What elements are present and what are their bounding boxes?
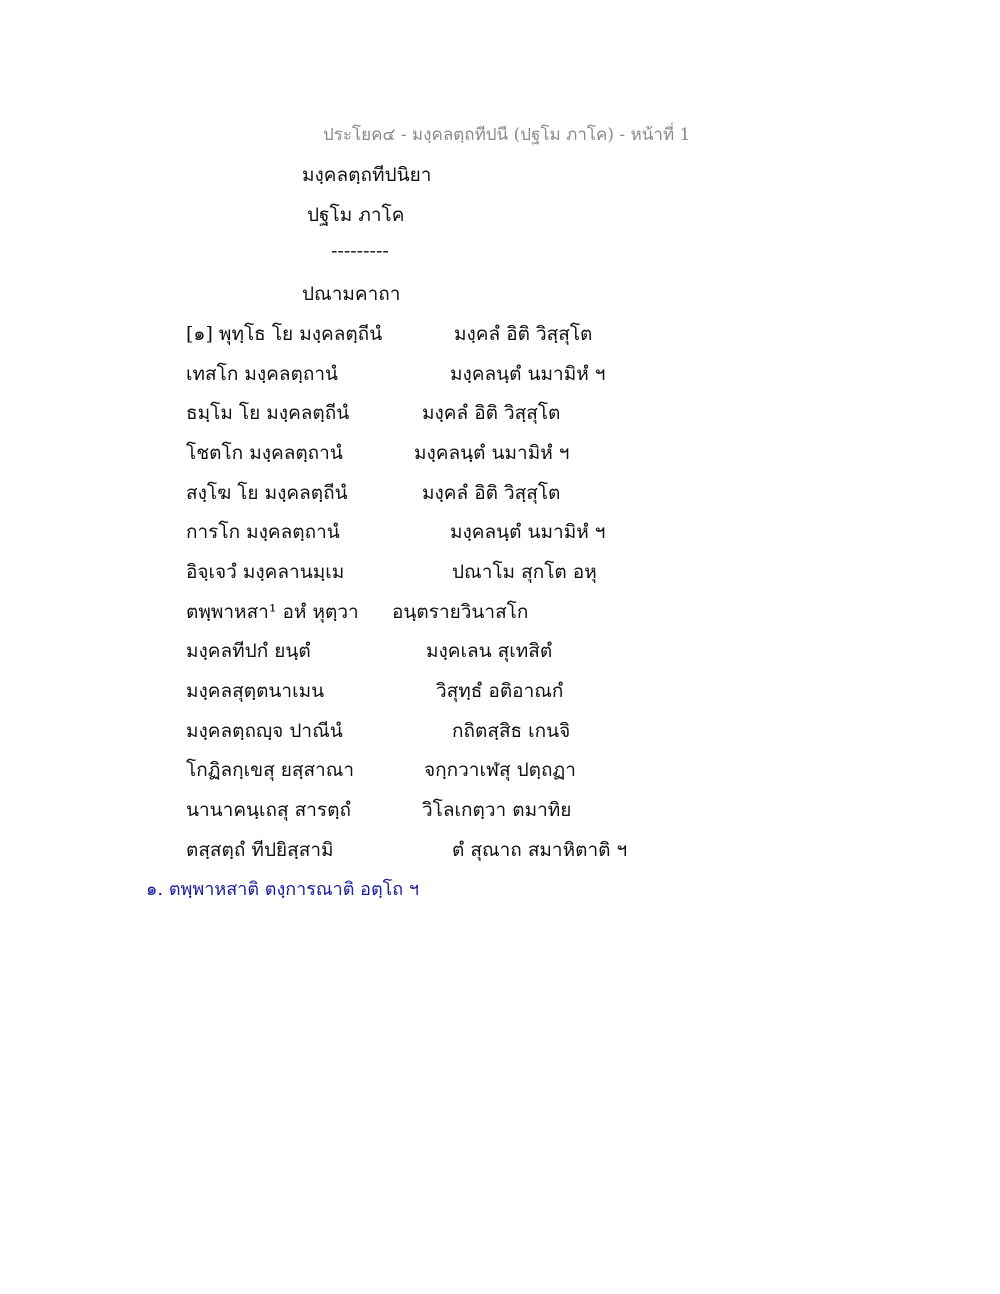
verse-right: กถิตสฺสิธ เกนจิ: [452, 720, 571, 742]
verse-right: อนฺตรายวินาสโก: [392, 601, 529, 623]
verse-left: การโก มงฺคลตฺถานํ: [186, 521, 340, 543]
verse-left: มงฺคลทีปกํ ยนฺตํ: [186, 640, 311, 662]
verse-left: ธมฺโม โย มงฺคลตฺถีนํ: [186, 402, 350, 424]
verse-right: มงฺคลนฺตํ นมามิหํ ฯ: [450, 363, 606, 385]
verse-right: ตํ สุณาถ สมาหิตาติ ฯ: [452, 839, 628, 861]
footnote: ๑. ตพฺพาหสาติ ตงฺการณาติ อตฺโถ ฯ: [146, 879, 420, 900]
verse-left: เทสโก มงฺคลตฺถานํ: [186, 363, 339, 385]
verse-left: โชตโก มงฺคลตฺถานํ: [186, 442, 343, 464]
verse-right: มงฺคลนฺตํ นมามิหํ ฯ: [450, 521, 606, 543]
verse-left: มงฺคลตฺถญฺจ ปาณีนํ: [186, 720, 343, 742]
verse-right: มงฺคลํ อิติ วิสฺสุโต: [422, 482, 561, 504]
part-title: ปฐโม ภาโค: [307, 204, 405, 226]
verse-right: ปณาโม สุกโต อหุ: [452, 561, 597, 583]
verse-left: [๑] พุทฺโธ โย มงฺคลตฺถีนํ: [186, 323, 383, 345]
verse-left: นานาคนฺเถสุ สารตฺถํ: [186, 799, 351, 821]
verse-right: มงฺคลํ อิติ วิสฺสุโต: [422, 402, 561, 424]
section-title: ปณามคาถา: [302, 283, 401, 305]
verse-left: ตสฺสตฺถํ ทีปยิสฺสามิ: [186, 839, 334, 861]
verse-left: สงฺโฆ โย มงฺคลตฺถีนํ: [186, 482, 348, 504]
verse-right: วิสุทฺธํ อติอาณกํ: [436, 680, 564, 702]
verse-left: มงฺคลสุตฺตนาเมน: [186, 680, 325, 702]
verse-right: วิโลเกตฺวา ตมาทิย: [422, 799, 572, 821]
verse-right: มงฺคลํ อิติ วิสฺสุโต: [454, 323, 593, 345]
verse-left: อิจฺเจวํ มงฺคลานมฺเม: [186, 561, 345, 583]
book-title: มงฺคลตฺถทีปนิยา: [302, 164, 432, 186]
verse-left: ตพฺพาหสา¹ อหํ หุตฺวา: [186, 601, 359, 623]
verse-left: โกฏิลกฺเขสุ ยสฺสาณา: [186, 759, 355, 781]
verse-right: จกฺกวาเฬสุ ปตฺถฏา: [424, 759, 576, 781]
verse-right: มงฺคเลน สุเทสิตํ: [426, 640, 553, 662]
divider-line: ---------: [331, 240, 389, 262]
running-header: ประโยค๔ - มงฺคลตฺถทีปนี (ปฐโม ภาโค) - หน้าที่ 1: [323, 125, 691, 145]
verse-right: มงฺคลนฺตํ นมามิหํ ฯ: [414, 442, 570, 464]
